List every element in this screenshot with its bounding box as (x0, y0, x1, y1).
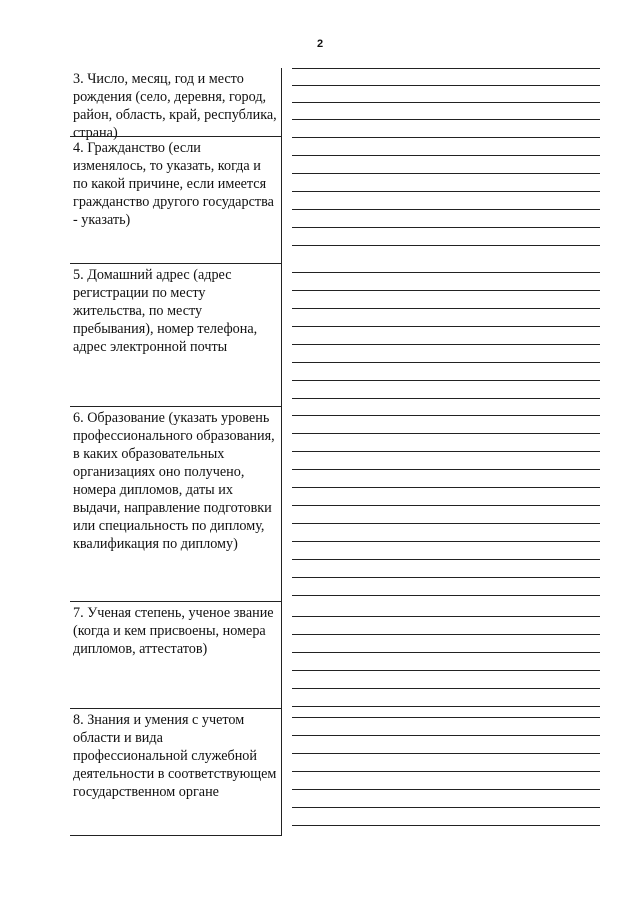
answer-line[interactable] (292, 735, 600, 736)
row-label-skills: 8. Знания и умения с учетом области и вида профессиональной служебной деятельности в соответствующем государственном органе (73, 712, 277, 800)
row-label-education: 6. Образование (указать уровень профессионального образования, в каких образовательных организациях оно получено, номера дипломов, даты их выдачи, направление подготовки или специальность по диплому, квалификация по диплому) (73, 410, 275, 552)
label-cell (70, 407, 282, 601)
answer-line[interactable] (292, 807, 600, 808)
answer-line[interactable] (292, 652, 600, 653)
answer-line[interactable] (292, 137, 600, 138)
answer-line[interactable] (292, 155, 600, 156)
answer-line[interactable] (292, 616, 600, 617)
form-row-degree (70, 602, 600, 708)
form-row-skills (70, 709, 600, 835)
form-row-education (70, 407, 600, 601)
answer-line[interactable] (292, 541, 600, 542)
answer-line[interactable] (292, 308, 600, 309)
answer-line[interactable] (292, 451, 600, 452)
answer-line[interactable] (292, 706, 600, 707)
row-label-address: 5. Домашний адрес (адрес регистрации по месту жительства, по месту пребывания), номер телефона, адрес электронной почты (73, 267, 258, 355)
answer-line[interactable] (292, 173, 600, 174)
form-row-citizenship (70, 137, 600, 263)
row-label-birth: 3. Число, месяц, год и место рождения (село, деревня, город, район, область, край, республика, страна) (73, 71, 277, 141)
answer-line[interactable] (292, 771, 600, 772)
label-cell (70, 709, 282, 835)
answer-line[interactable] (292, 670, 600, 671)
answer-line[interactable] (292, 227, 600, 228)
answer-line[interactable] (292, 362, 600, 363)
form-row-address (70, 264, 600, 406)
answer-line[interactable] (292, 344, 600, 345)
answer-line[interactable] (292, 68, 600, 69)
label-cell (70, 137, 282, 263)
answer-line[interactable] (292, 789, 600, 790)
label-cell (70, 68, 282, 141)
answer-line[interactable] (292, 398, 600, 399)
answer-line[interactable] (292, 326, 600, 327)
answer-line[interactable] (292, 717, 600, 718)
answer-line[interactable] (292, 191, 600, 192)
answer-line[interactable] (292, 415, 600, 416)
form-row-birth (70, 68, 600, 141)
answer-line[interactable] (292, 209, 600, 210)
answer-line[interactable] (292, 577, 600, 578)
answer-line[interactable] (292, 119, 600, 120)
answer-line[interactable] (292, 559, 600, 560)
row-label-degree: 7. Ученая степень, ученое звание (когда и кем присвоены, номера дипломов, аттестатов) (73, 605, 274, 657)
answer-line[interactable] (292, 487, 600, 488)
answer-line[interactable] (292, 634, 600, 635)
answer-line[interactable] (292, 380, 600, 381)
answer-line[interactable] (292, 245, 600, 246)
answer-line[interactable] (292, 825, 600, 826)
page-number: 2 (316, 38, 324, 50)
row-divider (70, 835, 282, 836)
answer-line[interactable] (292, 505, 600, 506)
answer-line[interactable] (292, 102, 600, 103)
label-cell (70, 602, 282, 708)
answer-line[interactable] (292, 433, 600, 434)
answer-line[interactable] (292, 595, 600, 596)
answer-line[interactable] (292, 523, 600, 524)
answer-line[interactable] (292, 753, 600, 754)
answer-line[interactable] (292, 272, 600, 273)
answer-line[interactable] (292, 85, 600, 86)
row-label-citizenship: 4. Гражданство (если изменялось, то указать, когда и по какой причине, если имеется гражданство другого государства - указать) (73, 140, 274, 228)
answer-line[interactable] (292, 688, 600, 689)
answer-line[interactable] (292, 469, 600, 470)
label-cell (70, 264, 282, 406)
answer-line[interactable] (292, 290, 600, 291)
